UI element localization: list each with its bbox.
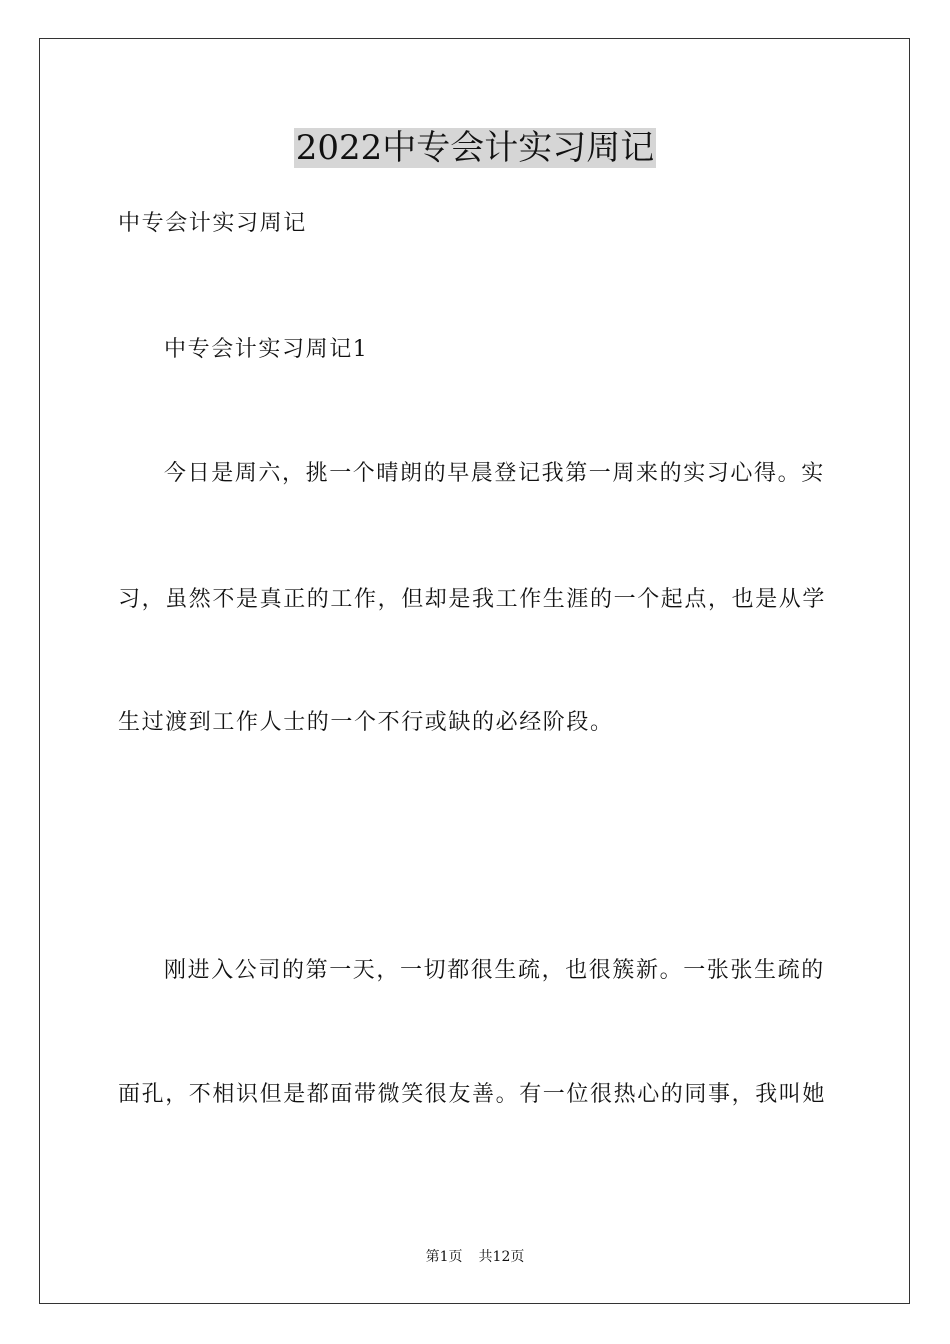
paragraph-1-line-3: 生过渡到工作人士的一个不行或缺的必经阶段。 [118, 710, 614, 735]
paragraph-2-line-2: 面孔，不相识但是都面带微笑很友善。有一位很热心的同事，我叫她 [118, 1082, 827, 1107]
paragraph-1-line-1: 今日是周六，挑一个晴朗的早晨登记我第一周来的实习心得。实 [164, 461, 825, 486]
page-number: 第1页 [425, 1249, 463, 1265]
document-title [0, 126, 950, 170]
document-subtitle: 中专会计实习周记 [118, 211, 307, 236]
document-title-text: 2022中专会计实习周记 [295, 128, 655, 168]
page-total: 共12页 [478, 1249, 525, 1265]
section-heading: 中专会计实习周记1 [164, 337, 369, 362]
paragraph-2-line-1: 刚进入公司的第一天，一切都很生疏，也很簇新。一张张生疏的 [164, 958, 825, 983]
page-footer [0, 1248, 950, 1266]
paragraph-1-line-2: 习，虽然不是真正的工作，但却是我工作生涯的一个起点，也是从学 [118, 587, 827, 612]
